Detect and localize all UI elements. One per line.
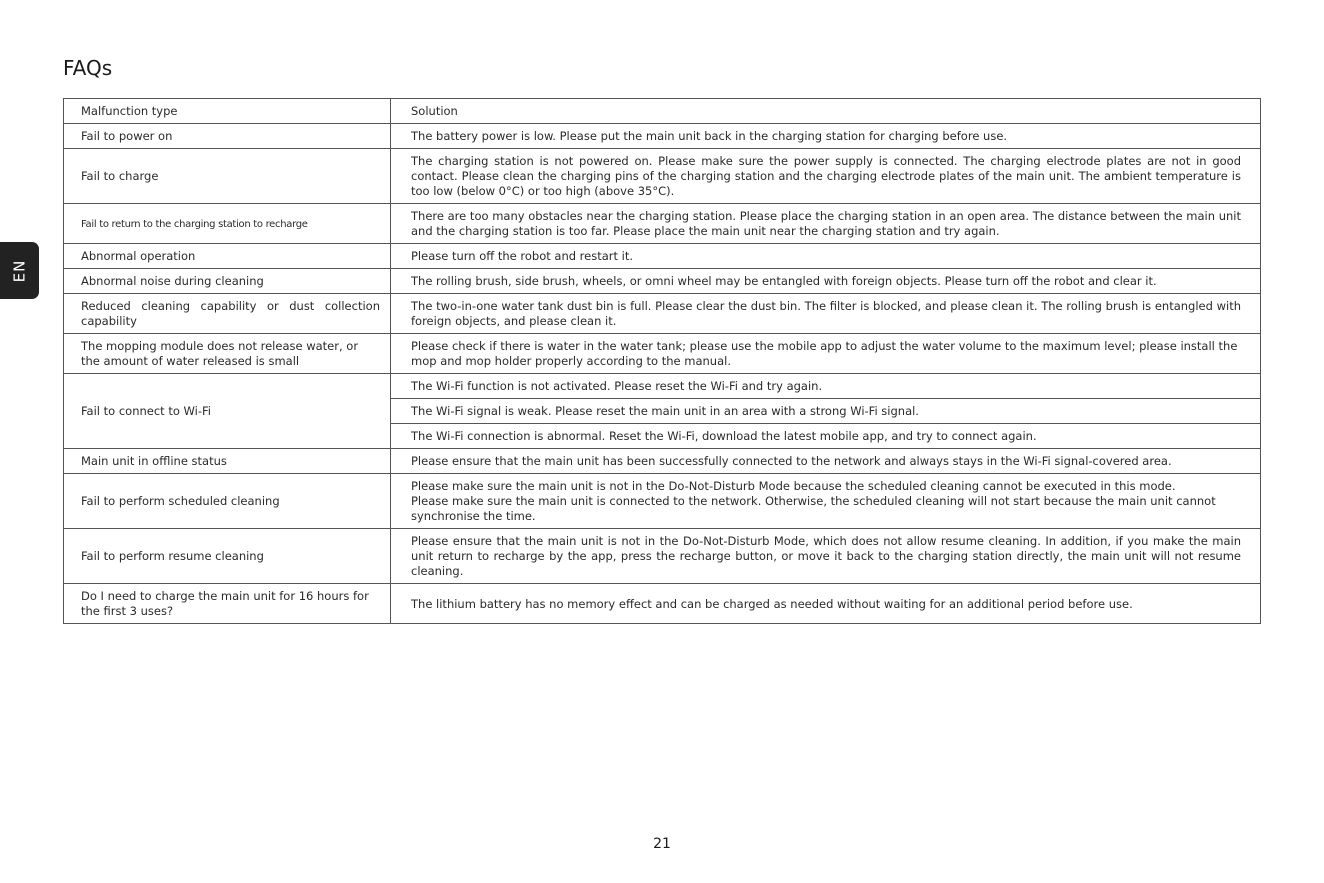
table-row — [64, 149, 1261, 204]
page-title: FAQs — [63, 56, 113, 80]
solution-paragraph: Please make sure the main unit is not in the Do-Not-Disturb Mode because the scheduled cleaning cannot be executed in this mode. — [411, 479, 1176, 493]
table-row — [64, 374, 1261, 399]
table-row — [64, 269, 1261, 294]
solution-cell: The charging station is not powered on. Please make sure the power supply is connected. The charging electrode plates are not in good contact. Please clean the charging pins of the charging station and the charging electrode plates of the main unit. The ambient temperature is too low (below 0°C) or too high (above 35°C). — [391, 149, 1261, 204]
malfunction-type-cell: Abnormal operation — [64, 244, 391, 269]
column-header-solution: Solution — [391, 99, 1261, 124]
solution-cell: Please check if there is water in the water tank; please use the mobile app to adjust the water volume to the maximum level; please install the mop and mop holder properly according to the manual. — [391, 334, 1261, 374]
language-tab — [0, 242, 39, 299]
table-row — [64, 124, 1261, 149]
malfunction-type-cell: Main unit in offline status — [64, 449, 391, 474]
malfunction-type-cell: Abnormal noise during cleaning — [64, 269, 391, 294]
malfunction-type-cell: Fail to power on — [64, 124, 391, 149]
table-row — [64, 204, 1261, 244]
solution-cell: Please ensure that the main unit has been successfully connected to the network and always stays in the Wi-Fi signal-covered area. — [391, 449, 1261, 474]
solution-cell — [391, 474, 1261, 529]
malfunction-type-cell: Fail to perform resume cleaning — [64, 529, 391, 584]
solution-cell: The Wi-Fi function is not activated. Please reset the Wi-Fi and try again. — [391, 374, 1261, 399]
table-row — [64, 584, 1261, 624]
malfunction-type-cell: Fail to charge — [64, 149, 391, 204]
solution-cell: The rolling brush, side brush, wheels, or omni wheel may be entangled with foreign objects. Please turn off the robot and clear it. — [391, 269, 1261, 294]
table-row — [64, 294, 1261, 334]
solution-cell: The battery power is low. Please put the main unit back in the charging station for charging before use. — [391, 124, 1261, 149]
page-number: 21 — [653, 836, 671, 852]
table-row — [64, 474, 1261, 529]
malfunction-type-cell: Do I need to charge the main unit for 16 hours for the first 3 uses? — [64, 584, 391, 624]
table-row — [64, 334, 1261, 374]
table-header-row — [64, 99, 1261, 124]
solution-cell: The Wi-Fi signal is weak. Please reset the main unit in an area with a strong Wi-Fi signal. — [391, 399, 1261, 424]
solution-cell: The lithium battery has no memory effect and can be charged as needed without waiting for an additional period before use. — [391, 584, 1261, 624]
malfunction-type-cell: Reduced cleaning capability or dust collection capability — [64, 294, 391, 334]
table-row — [64, 244, 1261, 269]
malfunction-type-cell: The mopping module does not release water, or the amount of water released is small — [64, 334, 391, 374]
faq-table — [63, 98, 1261, 624]
malfunction-type-cell: Fail to perform scheduled cleaning — [64, 474, 391, 529]
language-tab-label: EN — [10, 259, 29, 282]
solution-cell: The two-in-one water tank dust bin is full. Please clear the dust bin. The filter is blocked, and please clean it. The rolling brush is entangled with foreign objects, and please clean it. — [391, 294, 1261, 334]
solution-cell: Please ensure that the main unit is not in the Do-Not-Disturb Mode, which does not allow resume cleaning. In addition, if you make the main unit return to recharge by the app, press the recharge button, or move it back to the charging station directly, the main unit will not resume cleaning. — [391, 529, 1261, 584]
table-row — [64, 449, 1261, 474]
table-row — [64, 529, 1261, 584]
column-header-malfunction-type: Malfunction type — [64, 99, 391, 124]
malfunction-type-cell: Fail to connect to Wi-Fi — [64, 374, 391, 449]
solution-cell: There are too many obstacles near the charging station. Please place the charging station in an open area. The distance between the main unit and the charging station is too far. Please place the main unit near the charging station and try again. — [391, 204, 1261, 244]
solution-cell: Please turn off the robot and restart it. — [391, 244, 1261, 269]
solution-cell: The Wi-Fi connection is abnormal. Reset the Wi-Fi, download the latest mobile app, and try to connect again. — [391, 424, 1261, 449]
malfunction-type-cell: Fail to return to the charging station to recharge — [64, 204, 391, 244]
solution-paragraph: Please make sure the main unit is connected to the network. Otherwise, the scheduled cleaning will not start because the main unit cannot synchronise the time. — [411, 494, 1216, 523]
